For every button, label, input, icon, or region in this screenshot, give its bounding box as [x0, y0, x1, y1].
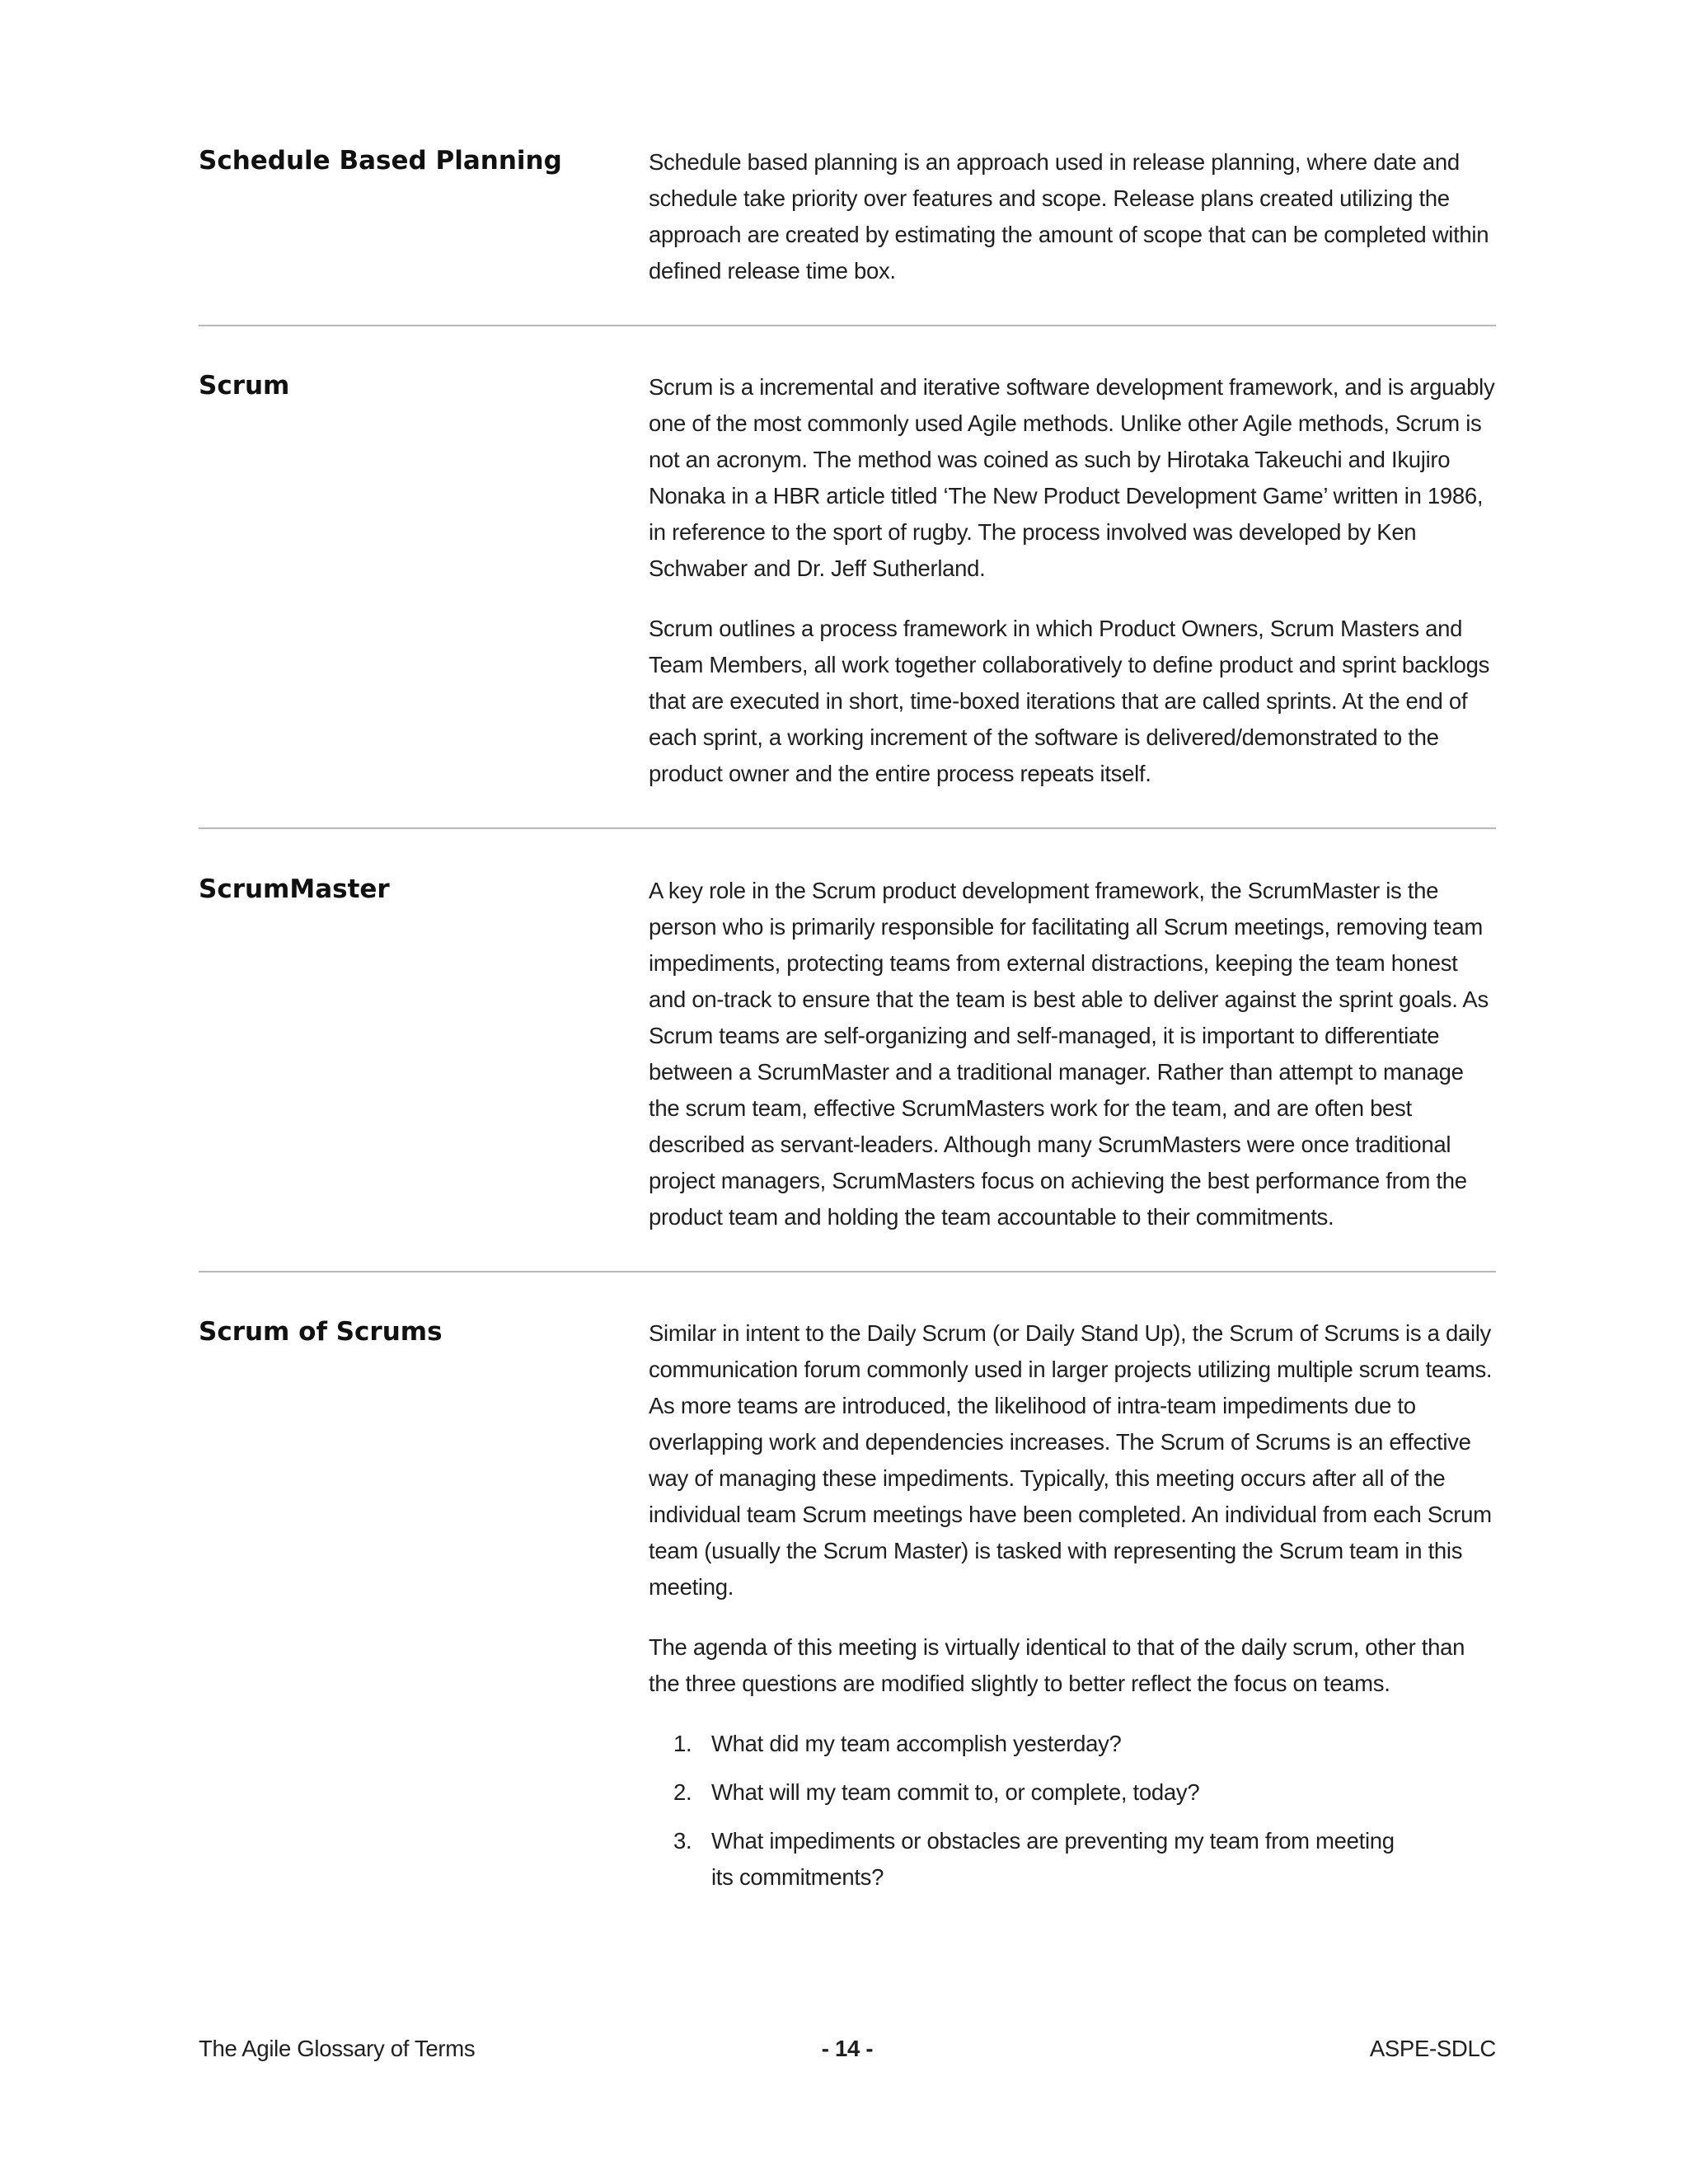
page-footer: [199, 2032, 1496, 2065]
term-definition: [649, 369, 1496, 792]
footer-document-title: The Agile Glossary of Terms: [199, 2036, 476, 2061]
definition-paragraph: The agenda of this meeting is virtually identical to that of the daily scrum, other than the three questions are modified slightly to better reflect the focus on teams.: [649, 1634, 1465, 1696]
definition-paragraph: Scrum outlines a process framework in which Product Owners, Scrum Masters and Team Members, all work together collaboratively to define product and sprint backlogs that are executed in short, time-boxed iterations that are called sprints. At the end of each sprint, a working increment of the software is delivered/demonstrated to the product owner and the entire process repeats itself.: [649, 616, 1490, 786]
list-item: [649, 1823, 1412, 1896]
term-definition: [649, 873, 1496, 1235]
list-item-text: What will my team commit to, or complete, today?: [711, 1779, 1200, 1805]
questions-list: [649, 1726, 1496, 1896]
list-item-text: What impediments or obstacles are preventing my team from meeting its commitments?: [711, 1828, 1395, 1890]
definition-paragraph: Scrum is a incremental and iterative software development framework, and is arguably one of the most commonly used Agile methods. Unlike other Agile methods, Scrum is not an acronym. The method was coined as such by Hirotaka Takeuchi and Ikujiro Nonaka in a HBR article titled ‘The New Product Development Game’ written in 1986, in reference to the sport of rugby. The process involved was developed by Ken Schwaber and Dr. Jeff Sutherland.: [649, 374, 1495, 581]
list-item-text: What did my team accomplish yesterday?: [711, 1731, 1122, 1756]
list-item: [649, 1774, 1412, 1811]
term-heading: ScrumMaster: [199, 874, 390, 904]
term-definition: [649, 144, 1496, 289]
definition-paragraph: A key role in the Scrum product development framework, the ScrumMaster is the person who is primarily responsible for facilitating all Scrum meetings, removing team impediments, protecting teams from external distractions, keeping the team honest and on-track to ensure that the team is best able to deliver against the sprint goals. As Scrum teams are self-organizing and self-managed, it is important to differentiate between a ScrumMaster and a traditional manager. Rather than attempt to manage the scrum team, effective ScrumMasters work for the team, and are often best described as servant-leaders. Although many ScrumMasters were once traditional project managers, ScrumMasters focus on achieving the best performance from the product team and holding the team accountable to their commitments.: [649, 878, 1489, 1230]
list-item-number: 2.: [673, 1779, 692, 1805]
term-heading: Schedule Based Planning: [199, 146, 562, 176]
section-divider: [199, 1271, 1496, 1272]
definition-paragraph: Schedule based planning is an approach used in release planning, where date and schedule take priority over features and scope. Release plans created utilizing the approach are created by estimating the amount of scope that can be completed within defined release time box.: [649, 149, 1489, 284]
term-heading: Scrum: [199, 371, 290, 401]
list-item-number: 1.: [673, 1731, 692, 1756]
section-divider: [199, 325, 1496, 326]
footer-page-number: - 14 -: [821, 2036, 874, 2061]
term-definition: [649, 1315, 1496, 1908]
definition-paragraph: Similar in intent to the Daily Scrum (or Daily Stand Up), the Scrum of Scrums is a daily communication forum commonly used in larger projects utilizing multiple scrum teams. As more teams are introduced, the likelihood of intra-team impediments due to overlapping work and dependencies increases. The Scrum of Scrums is an effective way of managing these impediments. Typically, this meeting occurs after all of the individual team Scrum meetings have been completed. An individual from each Scrum team (usually the Scrum Master) is tasked with representing the Scrum team in this meeting.: [649, 1320, 1493, 1600]
footer-publisher: ASPE-SDLC: [1369, 2036, 1496, 2061]
list-item-number: 3.: [673, 1828, 692, 1854]
list-item: [649, 1726, 1412, 1762]
section-divider: [199, 827, 1496, 829]
term-heading: Scrum of Scrums: [199, 1317, 443, 1347]
